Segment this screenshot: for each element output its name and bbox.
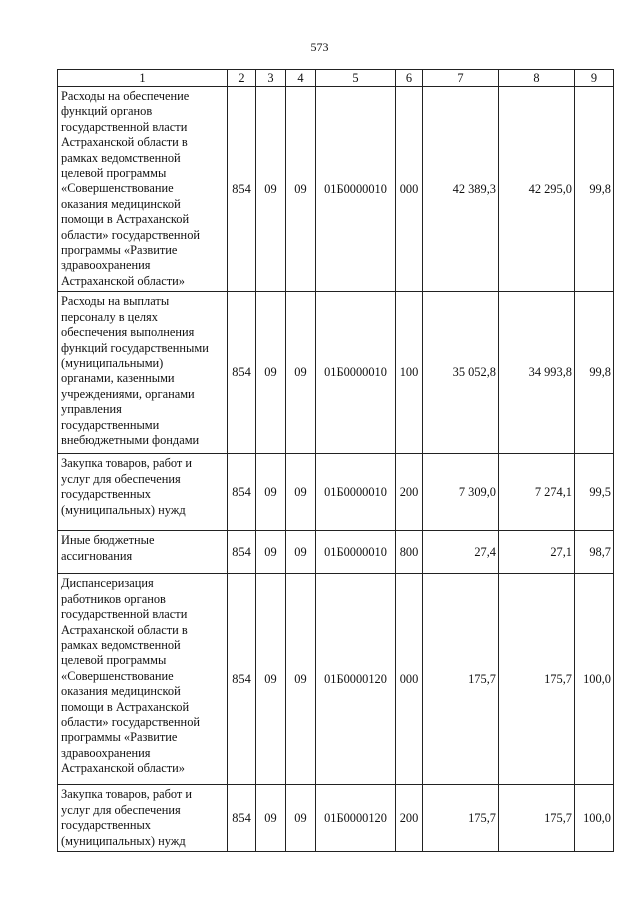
- plan-cell: 7 309,0: [423, 454, 499, 531]
- column-header: 2: [228, 70, 256, 87]
- header-row: [58, 70, 614, 87]
- percent-cell: 99,5: [575, 454, 614, 531]
- fact-cell: 34 993,8: [499, 292, 575, 454]
- column-header: 8: [499, 70, 575, 87]
- csr-cell: 01Б0000010: [316, 531, 396, 574]
- table-row: [58, 292, 614, 454]
- page-number: 573: [310, 40, 329, 54]
- plan-cell: 35 052,8: [423, 292, 499, 454]
- vr-cell: 200: [396, 454, 423, 531]
- expense-name-cell: Закупка товаров, работ и услуг для обеспечения государственных (муниципальных) нужд: [58, 454, 228, 531]
- plan-cell: 27,4: [423, 531, 499, 574]
- column-header: 4: [286, 70, 316, 87]
- fact-cell: 7 274,1: [499, 454, 575, 531]
- pr-cell: 09: [286, 531, 316, 574]
- csr-cell: 01Б0000120: [316, 574, 396, 785]
- percent-cell: 100,0: [575, 785, 614, 852]
- pr-cell: 09: [286, 785, 316, 852]
- expense-name-cell: Иные бюджетные ассигнования: [58, 531, 228, 574]
- csr-cell: 01Б0000010: [316, 292, 396, 454]
- percent-cell: 98,7: [575, 531, 614, 574]
- column-header: 3: [256, 70, 286, 87]
- pr-cell: 09: [286, 87, 316, 292]
- pr-cell: 09: [286, 454, 316, 531]
- column-header: 6: [396, 70, 423, 87]
- percent-cell: 99,8: [575, 87, 614, 292]
- plan-cell: 175,7: [423, 785, 499, 852]
- ved-cell: 854: [228, 531, 256, 574]
- table-row: [58, 87, 614, 292]
- plan-cell: 175,7: [423, 574, 499, 785]
- table-row: [58, 785, 614, 852]
- expense-name-cell: Диспансеризация работников органов государственной власти Астраханской области в рамках ведомственной целевой программы «Совершенствование оказания медицинской помощи в Астраханской области» государственной программы «Развитие здравоохранения Астраханской области»: [58, 574, 228, 785]
- rz-cell: 09: [256, 531, 286, 574]
- column-header: 5: [316, 70, 396, 87]
- rz-cell: 09: [256, 292, 286, 454]
- fact-cell: 42 295,0: [499, 87, 575, 292]
- column-header: 1: [58, 70, 228, 87]
- fact-cell: 175,7: [499, 785, 575, 852]
- expense-name-cell: Закупка товаров, работ и услуг для обеспечения государственных (муниципальных) нужд: [58, 785, 228, 852]
- rz-cell: 09: [256, 87, 286, 292]
- expense-name-cell: Расходы на выплаты персоналу в целях обеспечения выполнения функций государственными (муниципальными) органами, казенными учреждениями, органами управления государственными внебюджетными фондами: [58, 292, 228, 454]
- table-row: [58, 454, 614, 531]
- rz-cell: 09: [256, 454, 286, 531]
- csr-cell: 01Б0000120: [316, 785, 396, 852]
- vr-cell: 100: [396, 292, 423, 454]
- vr-cell: 800: [396, 531, 423, 574]
- percent-cell: 100,0: [575, 574, 614, 785]
- ved-cell: 854: [228, 454, 256, 531]
- rz-cell: 09: [256, 574, 286, 785]
- fact-cell: 175,7: [499, 574, 575, 785]
- percent-cell: 99,8: [575, 292, 614, 454]
- expense-name-cell: Расходы на обеспечение функций органов государственной власти Астраханской области в рамках ведомственной целевой программы «Совершенствование оказания медицинской помощи в Астраханской области» государственной программы «Развитие здравоохранения Астраханской области»: [58, 87, 228, 292]
- ved-cell: 854: [228, 574, 256, 785]
- csr-cell: 01Б0000010: [316, 87, 396, 292]
- pr-cell: 09: [286, 292, 316, 454]
- vr-cell: 000: [396, 87, 423, 292]
- table-row: [58, 531, 614, 574]
- csr-cell: 01Б0000010: [316, 454, 396, 531]
- budget-table: [57, 69, 614, 852]
- vr-cell: 000: [396, 574, 423, 785]
- ved-cell: 854: [228, 292, 256, 454]
- pr-cell: 09: [286, 574, 316, 785]
- vr-cell: 200: [396, 785, 423, 852]
- column-header: 9: [575, 70, 614, 87]
- ved-cell: 854: [228, 785, 256, 852]
- rz-cell: 09: [256, 785, 286, 852]
- table-row: [58, 574, 614, 785]
- plan-cell: 42 389,3: [423, 87, 499, 292]
- ved-cell: 854: [228, 87, 256, 292]
- fact-cell: 27,1: [499, 531, 575, 574]
- column-header: 7: [423, 70, 499, 87]
